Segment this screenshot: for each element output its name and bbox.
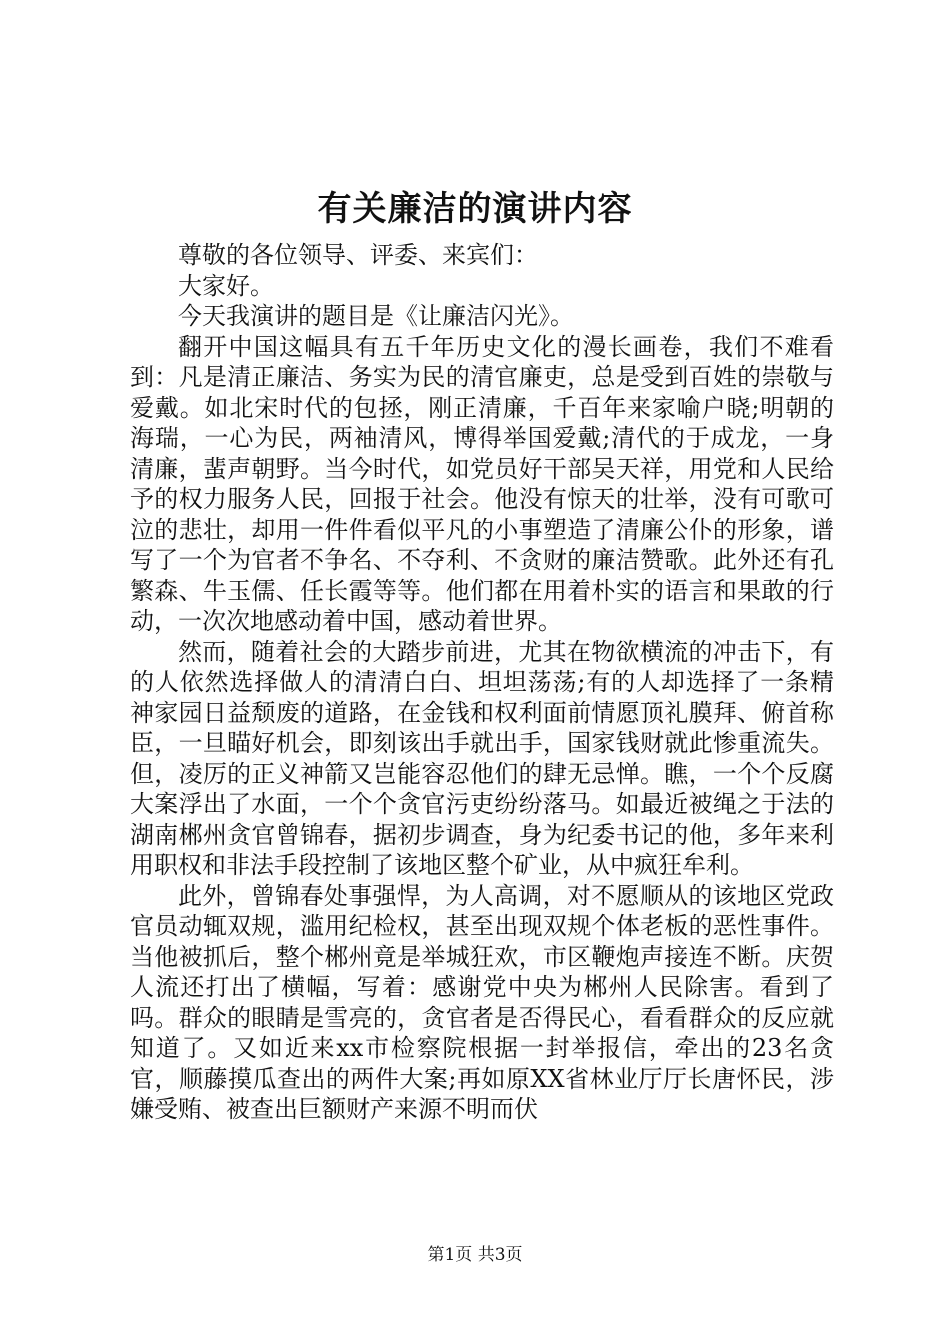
paragraph-history: 翻开中国这幅具有五千年历史文化的漫长画卷，我们不难看到：凡是清正廉洁、务实为民的清官廉吏，总是受到百姓的崇敬与爱戴。如北宋时代的包拯，刚正清廉，千百年来家喻户晓;明朝的海瑞，一心为民，两袖清风，博得举国爱戴;清代的于成龙，一身清廉，蜚声朝野。当今时代，如党员好干部吴天祥，用党和人民给予的权力服务人民，回报于社会。他没有惊天的壮举，没有可歌可泣的悲壮，却用一件件看似平凡的小事塑造了清廉公仆的形象，谱写了一个为官者不争名、不夺利、不贪财的廉洁赞歌。此外还有孔繁森、牛玉儒、任长霞等等。他们都在用着朴实的语言和果敢的行动，一次次地感动着中国，感动着世界。 — [130, 332, 834, 635]
page-number: 第1页 共3页 — [427, 1245, 523, 1265]
paragraph-salutation: 尊敬的各位领导、评委、来宾们： — [178, 241, 538, 269]
paragraph-corruption: 然而，随着社会的大踏步前进，尤其在物欲横流的冲击下，有的人依然选择做人的清清白白、坦坦荡荡;有的人却选择了一条精神家园日益颓废的道路，在金钱和权利面前情愿顶礼膜拜、俯首称臣，一旦瞄好机会，即刻该出手就出手，国家钱财就此惨重流失。但，凌厉的正义神箭又岂能容忍他们的肆无忌惮。瞧，一个个反腐大案浮出了水面，一个个贪官污吏纷纷落马。如最近被绳之于法的湖南郴州贪官曾锦春，据初步调查，身为纪委书记的他，多年来利用职权和非法手段控制了该地区整个矿业，从中疯狂牟利。 — [130, 637, 834, 879]
paragraph-greeting: 大家好。 — [178, 271, 274, 300]
paragraph-cases: 此外，曾锦春处事强悍，为人高调，对不愿顺从的该地区党政官员动辄双规，滥用纪检权，甚至出现双规个体老板的恶性事件。当他被抓后，整个郴州竟是举城狂欢，市区鞭炮声接连不断。庆贺人流还打出了横幅，写着：感谢党中央为郴州人民除害。看到了吗。群众的眼睛是雪亮的，贪官者是否得民心，看看群众的反应就知道了。又如近来xx市检察院根据一封举报信，牵出的23名贪官，顺藤摸瓜查出的两件大案;再如原XX省林业厅厅长唐怀民，涉嫌受贿、被查出巨额财产来源不明而伏 — [130, 881, 834, 1123]
document-body — [130, 240, 834, 1125]
document-title: 有关廉洁的演讲内容 — [317, 189, 633, 229]
paragraph-topic: 今天我演讲的题目是《让廉洁闪光》。 — [178, 302, 574, 330]
